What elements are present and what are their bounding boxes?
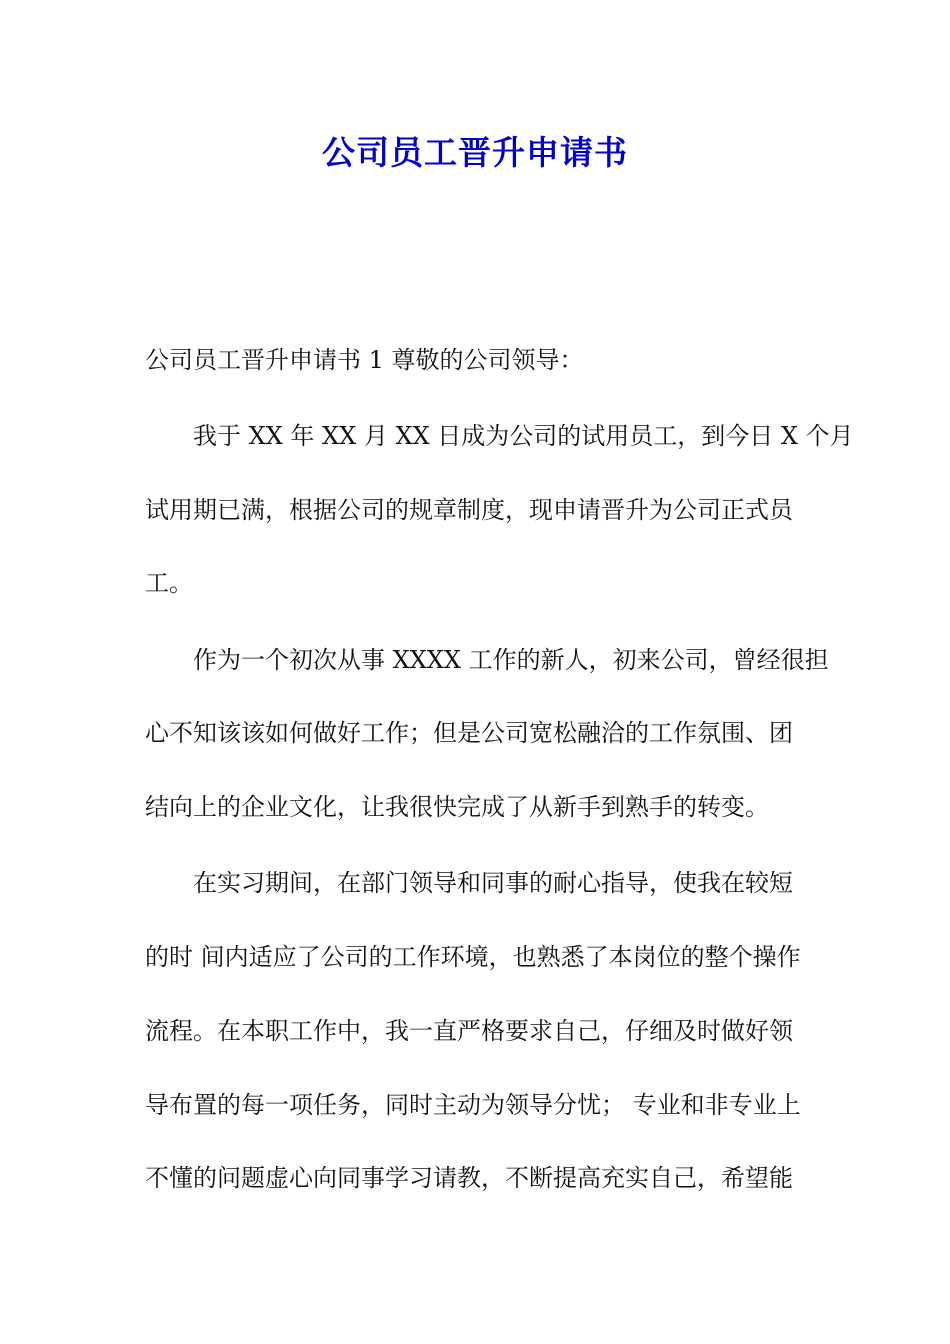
salutation-line: 公司员工晋升申请书 1 尊敬的公司领导： xyxy=(145,346,584,374)
paragraph-3-line-1: 在实习期间，在部门领导和同事的耐心指导，使我在较短 xyxy=(193,869,793,897)
paragraph-2-line-1: 作为一个初次从事 XXXX 工作的新人，初来公司，曾经很担 xyxy=(193,646,829,674)
document-title: 公司员工晋升申请书 xyxy=(322,133,628,172)
paragraph-2-line-3: 结向上的企业文化，让我很快完成了从新手到熟手的转变。 xyxy=(145,793,769,821)
paragraph-3-line-4: 导布置的每一项任务，同时主动为领导分忧； 专业和非专业上 xyxy=(145,1091,801,1119)
paragraph-1-line-3: 工。 xyxy=(145,569,193,597)
paragraph-1-line-2: 试用期已满，根据公司的规章制度，现申请晋升为公司正式员 xyxy=(145,496,793,524)
paragraph-3-line-3: 流程。在本职工作中，我一直严格要求自己，仔细及时做好领 xyxy=(145,1017,793,1045)
paragraph-1-line-1: 我于 XX 年 XX 月 XX 日成为公司的试用员工，到今日 X 个月 xyxy=(193,422,854,450)
paragraph-3-line-5: 不懂的问题虚心向同事学习请教，不断提高充实自己，希望能 xyxy=(145,1164,793,1192)
paragraph-2-line-2: 心不知该该如何做好工作；但是公司宽松融洽的工作氛围、团 xyxy=(145,719,793,747)
paragraph-3-line-2: 的时 间内适应了公司的工作环境，也熟悉了本岗位的整个操作 xyxy=(145,943,801,971)
